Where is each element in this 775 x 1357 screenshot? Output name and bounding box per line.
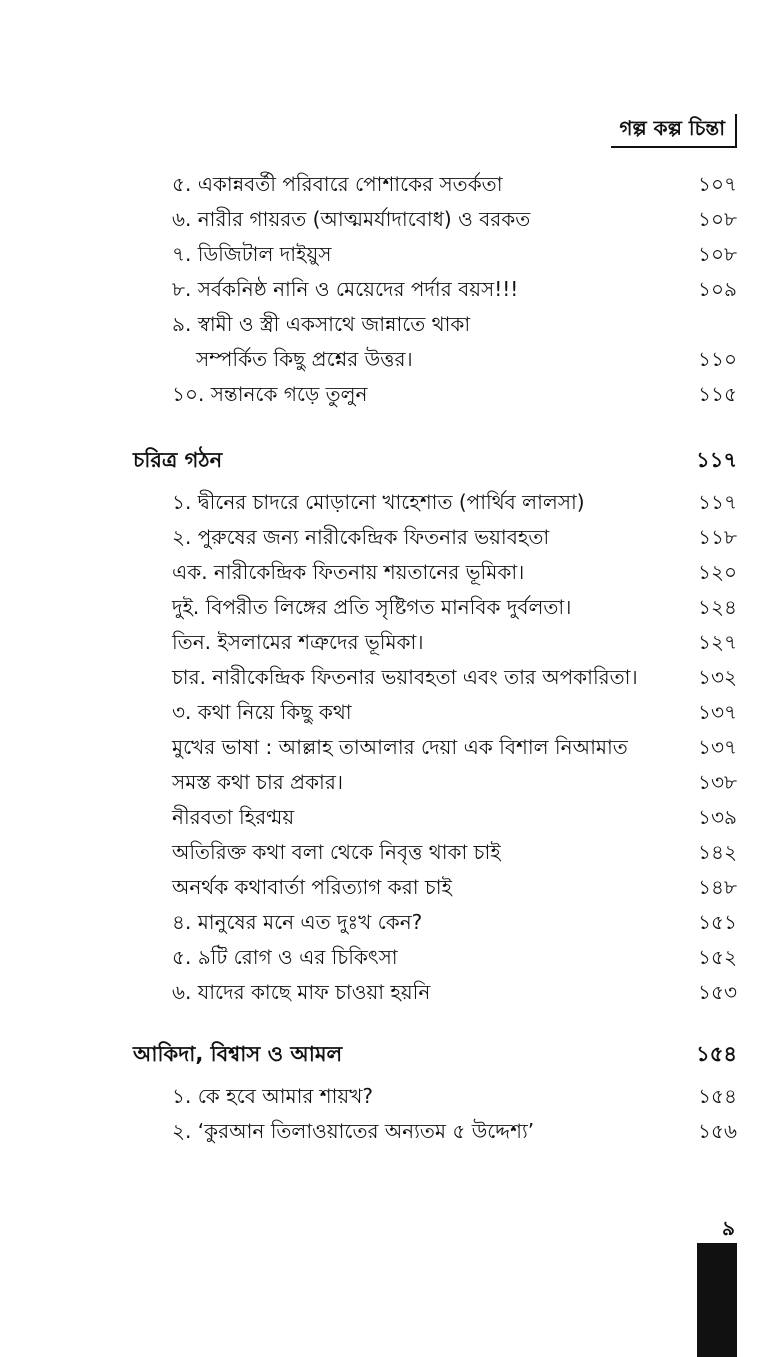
toc-entry-page: ১০৮ xyxy=(698,207,737,231)
toc-entry xyxy=(172,768,737,801)
toc-entry xyxy=(172,1082,737,1115)
toc-entry-label: ৫. ৯টি রোগ ও এর চিকিৎসা xyxy=(172,945,398,969)
toc-section-page: ১৫৪ xyxy=(696,1042,737,1066)
toc-entry xyxy=(172,838,737,871)
toc-entry-page: ১৪২ xyxy=(698,840,737,864)
toc-entry-page: ১২৭ xyxy=(698,630,737,654)
toc-entry-page: ১২০ xyxy=(698,560,737,584)
toc-section-label: আকিদা, বিশ্বাস ও আমল xyxy=(133,1042,343,1066)
toc-entry xyxy=(172,488,737,521)
thumb-index-tab xyxy=(697,1243,737,1357)
toc-entry xyxy=(172,275,737,308)
toc-entry xyxy=(172,733,737,766)
toc-entry xyxy=(172,663,737,696)
page-number: ৯ xyxy=(722,1216,735,1240)
toc-entry-label: ১. দ্বীনের চাদরে মোড়ানো খাহেশাত (পার্থিব লালসা) xyxy=(172,490,585,514)
toc-entry-page: ১০৯ xyxy=(698,277,737,301)
toc-entry-page: ১৩২ xyxy=(698,665,737,689)
toc-section-page: ১১৭ xyxy=(696,448,737,472)
toc-entry xyxy=(172,380,737,413)
toc-entry xyxy=(172,908,737,941)
toc-entry-label: ১. কে হবে আমার শায়খ? xyxy=(172,1084,373,1108)
toc-entry xyxy=(172,170,737,203)
toc-entry-label: নীরবতা হিরণ্ময় xyxy=(172,805,295,829)
toc-entry-page: ১৫২ xyxy=(698,945,737,969)
toc-entry-label: ৩. কথা নিয়ে কিছু কথা xyxy=(172,700,352,724)
toc-entry-label: দুই. বিপরীত লিঙ্গের প্রতি সৃষ্টিগত মানবিক দুর্বলতা। xyxy=(172,595,572,619)
toc-entry xyxy=(172,205,737,238)
toc-entry-page: ১০৭ xyxy=(698,172,737,196)
toc-entry-page: ১৩৭ xyxy=(698,700,737,724)
toc-entry xyxy=(172,803,737,836)
toc-entry-label: অতিরিক্ত কথা বলা থেকে নিবৃত্ত থাকা চাই xyxy=(172,840,501,864)
toc-entry-page: ১৪৮ xyxy=(698,875,737,899)
toc-entry-page: ১৫১ xyxy=(698,910,737,934)
toc-section-heading xyxy=(133,1038,737,1073)
toc-entry-page: ১৩৭ xyxy=(698,735,737,759)
toc-entry xyxy=(172,1117,737,1150)
toc-entry-label: সমস্ত কথা চার প্রকার। xyxy=(172,770,343,794)
toc-entry-label: এক. নারীকেন্দ্রিক ফিতনায় শয়তানের ভূমিকা। xyxy=(172,560,525,584)
toc-entry xyxy=(172,873,737,906)
toc-entry-label: ৮. সর্বকনিষ্ঠ নানি ও মেয়েদের পর্দার বয়স!!! xyxy=(172,277,519,301)
toc-entry-label: চার. নারীকেন্দ্রিক ফিতনার ভয়াবহতা এবং তার অপকারিতা। xyxy=(172,665,638,689)
toc-section-heading xyxy=(133,444,737,479)
toc-entry-page: ১১৫ xyxy=(698,382,737,406)
toc-entry xyxy=(196,345,737,378)
toc-entry-page: ১৫৩ xyxy=(698,980,737,1004)
toc-entry xyxy=(172,240,737,273)
toc-entry-page: ১২৪ xyxy=(698,595,737,619)
toc-entry-page: ১৫৪ xyxy=(698,1084,737,1108)
toc-entry-label: ১০. সন্তানকে গড়ে তুলুন xyxy=(172,382,368,406)
toc-entry-page: ১৩৯ xyxy=(698,805,737,829)
toc-entry xyxy=(172,978,737,1011)
running-header xyxy=(611,114,737,148)
toc-entry-page: ১০৮ xyxy=(698,242,737,266)
toc-entry xyxy=(172,558,737,591)
toc-entry-label: তিন. ইসলামের শত্রুদের ভূমিকা। xyxy=(172,630,424,654)
toc-entry-label: ৯. স্বামী ও স্ত্রী একসাথে জান্নাতে থাকা xyxy=(172,312,471,336)
toc-entry xyxy=(172,310,737,343)
toc-entry xyxy=(172,628,737,661)
toc-entry-page: ১১৮ xyxy=(698,525,737,549)
toc-entry-page: ১১০ xyxy=(698,347,737,371)
toc-entry-label: মুখের ভাষা : আল্লাহ তাআলার দেয়া এক বিশাল নিআমাত xyxy=(172,735,628,759)
toc-entry-label: ৬. যাদের কাছে মাফ চাওয়া হয়নি xyxy=(172,980,431,1004)
toc-entry-label: অনর্থক কথাবার্তা পরিত্যাগ করা চাই xyxy=(172,875,452,899)
toc-entry-page: ১১৭ xyxy=(698,490,737,514)
toc-entry-label: ২. ‘কুরআন তিলাওয়াতের অন্যতম ৫ উদ্দেশ্য’ xyxy=(172,1119,535,1143)
toc-entry-label: সম্পর্কিত কিছু প্রশ্নের উত্তর। xyxy=(196,347,413,371)
toc-entry-label: ৭. ডিজিটাল দাইয়ুস xyxy=(172,242,332,266)
book-title: গল্প কল্প চিন্তা xyxy=(619,115,725,140)
toc-entry-page: ১৫৬ xyxy=(698,1119,737,1143)
toc-entry-label: ২. পুরুষের জন্য নারীকেন্দ্রিক ফিতনার ভয়াবহতা xyxy=(172,525,550,549)
toc-entry xyxy=(172,523,737,556)
toc-entry-label: ৪. মানুষের মনে এত দুঃখ কেন? xyxy=(172,910,423,934)
toc-entry-label: ৬. নারীর গায়রত (আত্মমর্যাদাবোধ) ও বরকত xyxy=(172,207,531,231)
toc-entry-page: ১৩৮ xyxy=(698,770,737,794)
toc-entry xyxy=(172,698,737,731)
toc-entry xyxy=(172,943,737,976)
toc-entry-label: ৫. একান্নবর্তী পরিবারে পোশাকের সতর্কতা xyxy=(172,172,503,196)
toc-section-label: চরিত্র গঠন xyxy=(133,448,223,472)
toc-entry xyxy=(172,593,737,626)
